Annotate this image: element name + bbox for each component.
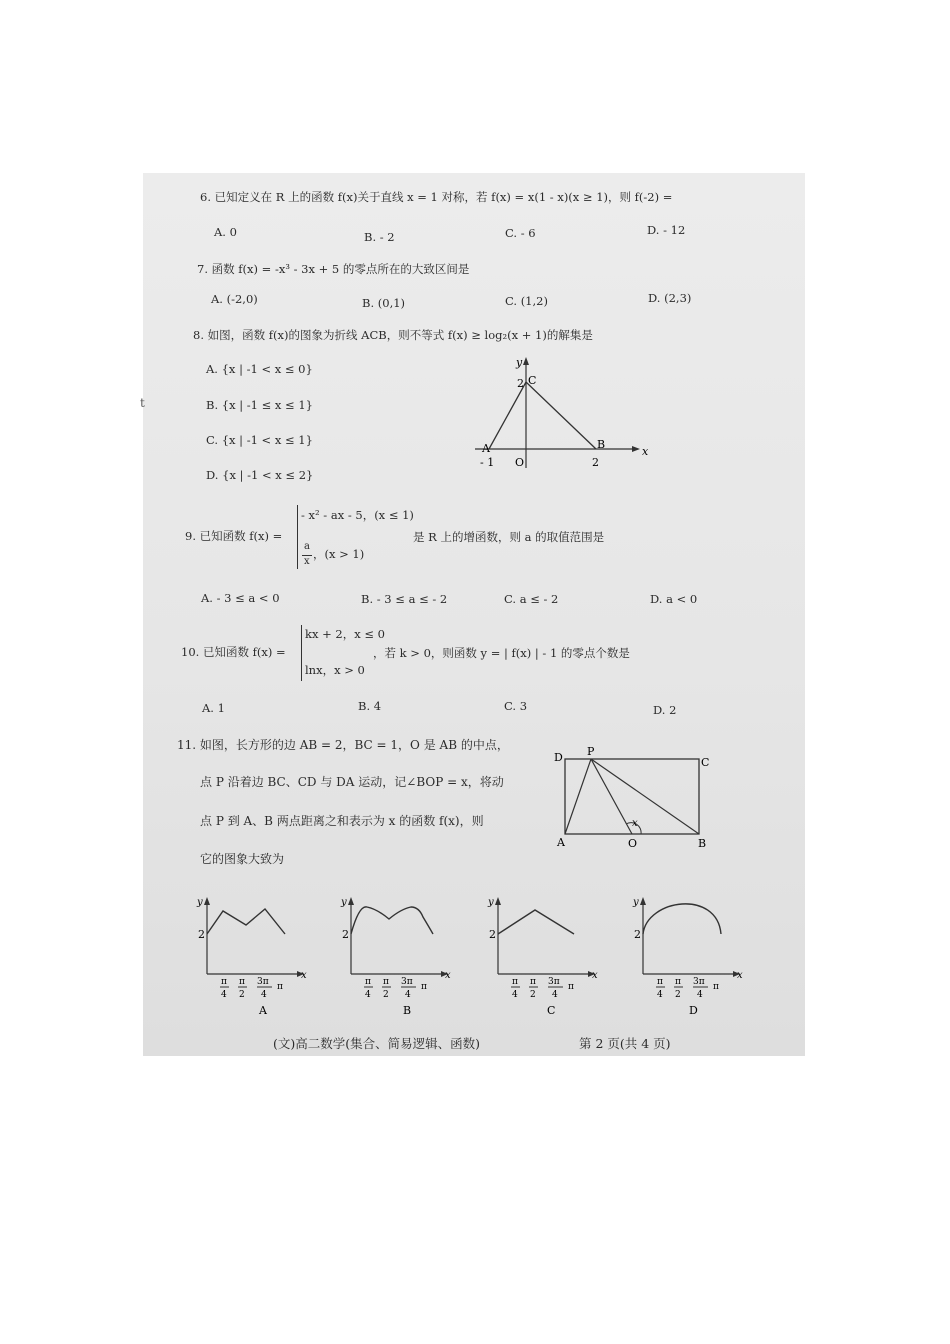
- q10-option-c: C. 3: [504, 699, 528, 713]
- graph-b-curve: [351, 907, 433, 934]
- q9-prefix: 9. 已知函数 f(x) =: [185, 529, 283, 543]
- graph-d-caption: D: [689, 1004, 698, 1017]
- graph-d-curve: [643, 904, 721, 934]
- q6-stem: 6. 已知定义在 R 上的函数 f(x)关于直线 x = 1 对称，若 f(x) = x(1 - x)(x ≥ 1)，则 f(-2) =: [200, 190, 673, 204]
- graph-a-y-label: y: [197, 897, 203, 908]
- footer-course: (文)高二数学(集合、简易逻辑、函数): [273, 1036, 481, 1051]
- graph-c-pi: π: [568, 982, 574, 992]
- q11-label-x: x: [632, 818, 638, 829]
- graph-b-caption: B: [403, 1004, 412, 1017]
- graph-b-y-label: y: [341, 897, 347, 908]
- q10-case2: lnx，x > 0: [305, 663, 365, 677]
- graph-c-tick2-num: π: [530, 977, 536, 987]
- graph-a-pi: π: [277, 982, 283, 992]
- q8-option-c: C. {x | -1 < x ≤ 1}: [206, 433, 313, 447]
- graph-d-tick2-den: 2: [675, 990, 681, 1000]
- q8-option-a: A. {x | -1 < x ≤ 0}: [206, 362, 313, 376]
- q9-case1: - x² - ax - 5，(x ≤ 1): [301, 508, 414, 522]
- q8-figure: [470, 352, 650, 477]
- graph-d-two: 2: [634, 928, 641, 941]
- graph-c-x-label: x: [592, 970, 598, 981]
- q8-stem: 8. 如图，函数 f(x)的图象为折线 ACB，则不等式 f(x) ≥ log₂(x + 1)的解集是: [193, 328, 593, 342]
- q11-label-c: C: [701, 756, 710, 769]
- graph-a-tick1-num: π: [221, 977, 227, 987]
- graph-c-curve: [498, 910, 574, 934]
- q9-option-c: C. a ≤ - 2: [504, 592, 559, 606]
- q9-case2-denominator: x: [304, 556, 310, 567]
- graph-c-tick1-num: π: [512, 977, 518, 987]
- graph-b-tick2-den: 2: [383, 990, 389, 1000]
- q8-label-c: C: [528, 374, 537, 387]
- q7-option-c: C. (1,2): [505, 294, 548, 308]
- q11-label-a: A: [557, 836, 565, 849]
- graph-b-tick2-num: π: [383, 977, 389, 987]
- q8-label-b: B: [597, 438, 606, 451]
- q9-option-d: D. a < 0: [650, 592, 698, 606]
- q10-prefix: 10. 已知函数 f(x) =: [181, 645, 286, 659]
- graph-c-two: 2: [489, 928, 496, 941]
- q11-label-o: O: [628, 837, 638, 850]
- q8-label-a: A: [482, 442, 490, 455]
- graph-b-x-label: x: [445, 970, 451, 981]
- graph-c-y-arrow: [495, 897, 501, 905]
- q8-polyline-acb: [489, 382, 596, 449]
- graph-d-tick2-num: π: [675, 977, 681, 987]
- q8-x-arrow: [632, 446, 640, 452]
- graph-a-y-arrow: [204, 897, 210, 905]
- q11-line-3: 点 P 到 A、B 两点距离之和表示为 x 的函数 f(x)，则: [200, 814, 484, 828]
- q8-label-o: O: [515, 456, 525, 469]
- graph-a-tick3-num: 3π: [257, 977, 269, 987]
- graph-a-tick2-num: π: [239, 977, 245, 987]
- graph-a-curve: [207, 909, 285, 934]
- q7-option-b: B. (0,1): [362, 296, 406, 310]
- graph-d-tick1-den: 4: [657, 990, 663, 1000]
- graph-a-x-label: x: [301, 970, 307, 981]
- q9-option-a: A. - 3 ≤ a < 0: [201, 591, 280, 605]
- q8-x-label: x: [642, 445, 649, 458]
- q11-line-1: 11. 如图，长方形的边 AB = 2，BC = 1，O 是 AB 的中点，: [177, 738, 509, 752]
- graph-a: [193, 893, 313, 1018]
- page-edge-mark: t: [140, 396, 145, 410]
- graph-c-tick3-den: 4: [552, 990, 558, 1000]
- q11-label-b: B: [698, 837, 707, 850]
- q11-rectangle-figure: [548, 742, 718, 854]
- graph-d-tick3-num: 3π: [693, 977, 705, 987]
- q9-option-b: B. - 3 ≤ a ≤ - 2: [361, 592, 448, 606]
- graph-b: [337, 893, 457, 1018]
- q11-segment-ap: [565, 759, 591, 834]
- q7-option-d: D. (2,3): [648, 291, 692, 305]
- graph-c-tick3-num: 3π: [548, 977, 560, 987]
- q9-case2-numerator: a: [304, 541, 310, 552]
- q9-case2-condition: ，(x > 1): [313, 547, 365, 561]
- graph-b-pi: π: [421, 982, 427, 992]
- graph-d-tick1-num: π: [657, 977, 663, 987]
- graph-b-tick1-num: π: [365, 977, 371, 987]
- q10-brace: [301, 625, 302, 681]
- graph-a-two: 2: [198, 928, 205, 941]
- q10-option-d: D. 2: [653, 703, 677, 717]
- q6-option-c: C. - 6: [505, 226, 536, 240]
- graph-b-tick1-den: 4: [365, 990, 371, 1000]
- q6-option-d: D. - 12: [647, 223, 686, 237]
- q11-line-4: 它的图象大致为: [200, 852, 285, 866]
- q8-label-minus1: - 1: [480, 456, 495, 469]
- graph-b-tick3-num: 3π: [401, 977, 413, 987]
- q9-suffix: 是 R 上的增函数，则 a 的取值范围是: [413, 530, 605, 544]
- q10-option-a: A. 1: [202, 701, 225, 715]
- q6-option-a: A. 0: [214, 225, 237, 239]
- q8-option-b: B. {x | -1 ≤ x ≤ 1}: [206, 398, 313, 412]
- graph-d-tick3-den: 4: [697, 990, 703, 1000]
- q8-label-2x: 2: [592, 456, 599, 469]
- graph-a-tick3-den: 4: [261, 990, 267, 1000]
- q11-segment-bp: [591, 759, 699, 834]
- q10-case1: kx + 2，x ≤ 0: [305, 627, 385, 641]
- q10-suffix: ，若 k > 0，则函数 y = | f(x) | - 1 的零点个数是: [373, 646, 630, 660]
- graph-c-tick2-den: 2: [530, 990, 536, 1000]
- q11-label-p: P: [587, 745, 595, 758]
- q7-stem: 7. 函数 f(x) = -x³ - 3x + 5 的零点所在的大致区间是: [197, 262, 470, 276]
- graph-d-y-label: y: [633, 897, 639, 908]
- graph-a-tick1-den: 4: [221, 990, 227, 1000]
- graph-c-tick1-den: 4: [512, 990, 518, 1000]
- q8-y-label: y: [516, 356, 523, 369]
- graph-b-tick3-den: 4: [405, 990, 411, 1000]
- q8-option-d: D. {x | -1 < x ≤ 2}: [206, 468, 314, 482]
- q8-label-2y: 2: [517, 377, 524, 390]
- q11-line-2: 点 P 沿着边 BC、CD 与 DA 运动，记∠BOP = x，将动: [200, 775, 504, 789]
- graph-c-caption: C: [547, 1004, 556, 1017]
- graph-a-caption: A: [259, 1004, 267, 1017]
- graph-b-two: 2: [342, 928, 349, 941]
- graph-a-tick2-den: 2: [239, 990, 245, 1000]
- q11-segment-op: [591, 759, 632, 834]
- graph-b-y-arrow: [348, 897, 354, 905]
- q11-label-d: D: [554, 751, 563, 764]
- graph-c-y-label: y: [488, 897, 494, 908]
- graph-d-y-arrow: [640, 897, 646, 905]
- q7-option-a: A. (-2,0): [211, 292, 258, 306]
- q8-y-arrow: [523, 357, 529, 365]
- graph-d-x-label: x: [737, 970, 743, 981]
- graph-c: [484, 893, 604, 1018]
- q10-option-b: B. 4: [358, 699, 382, 713]
- footer-page-number: 第 2 页(共 4 页): [579, 1036, 671, 1051]
- graph-d-pi: π: [713, 982, 719, 992]
- q6-option-b: B. - 2: [364, 230, 395, 244]
- graph-d: [629, 893, 749, 1018]
- q9-brace: [297, 505, 298, 569]
